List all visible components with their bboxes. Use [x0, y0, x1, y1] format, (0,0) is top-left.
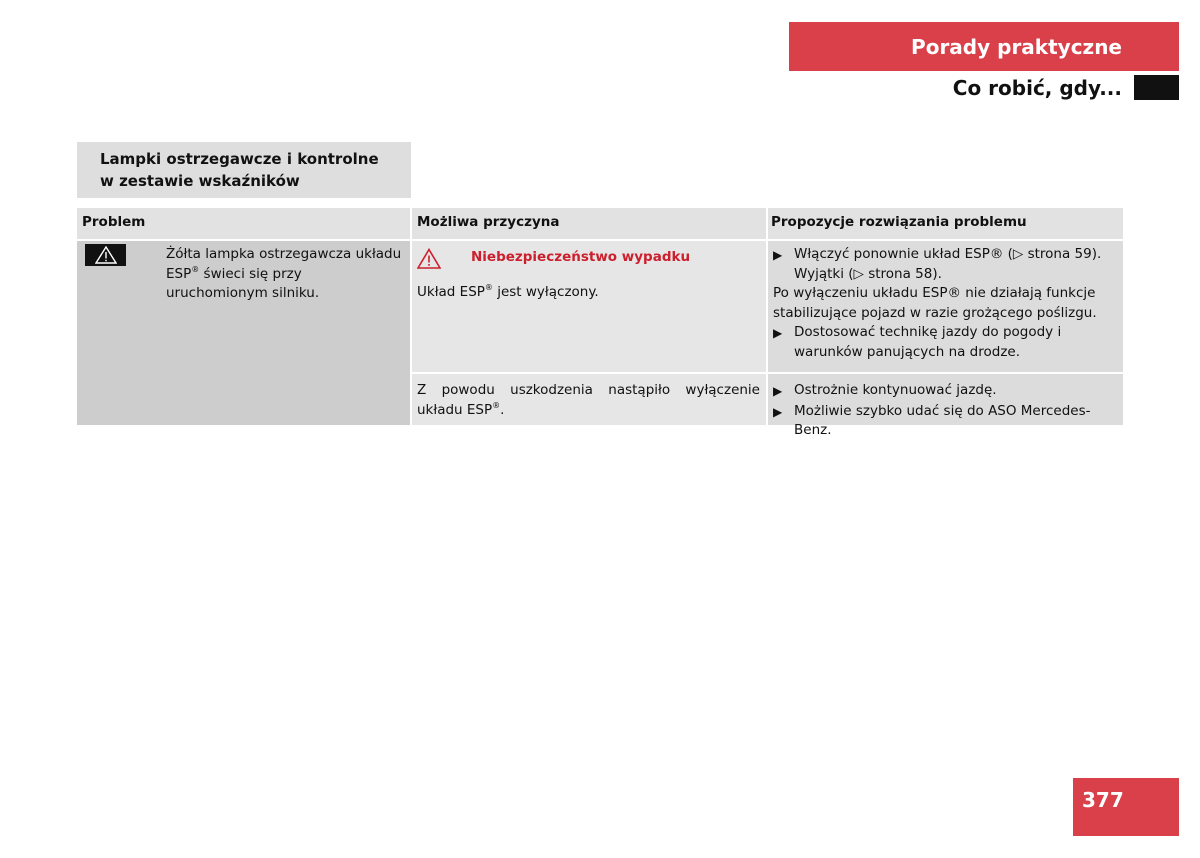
problem-text-part-2: świeci się przy uruchomionym silniku. — [166, 265, 320, 301]
cause-2-part-1: Z powodu uszkodzenia nastąpiło wyłączenie układu ESP — [417, 382, 760, 418]
bullet-arrow-icon: ▶ — [773, 248, 783, 262]
danger-triangle-icon — [417, 248, 441, 269]
registered-mark: ® — [191, 264, 200, 274]
cause-1-part-2: jest wyłączony. — [492, 284, 599, 300]
solution-item — [773, 245, 1119, 284]
solution-item — [773, 323, 1119, 362]
warning-triangle-icon — [95, 246, 117, 264]
cause-text-1 — [417, 283, 760, 303]
column-header-problem: Problem — [77, 208, 410, 239]
solution-text: Możliwie szybko udać się do ASO Mercedes-Benz. — [794, 402, 1091, 438]
warning-lamp-symbol — [85, 244, 126, 266]
solution-text: Dostosować technikę jazdy do pogody i warunków panujących na drodze. — [794, 324, 1062, 360]
solution-cell-1 — [768, 241, 1123, 372]
cause-cell-2 — [412, 374, 766, 425]
bullet-arrow-icon: ▶ — [773, 404, 783, 419]
problem-description — [166, 245, 406, 304]
solution-text: Ostrożnie kontynuować jazdę. — [794, 382, 997, 398]
problem-text-part-1: Żółta lampka ostrzegawcza układu ESP — [166, 246, 402, 282]
solution-text: Włączyć ponownie układ ESP® (▷ strona 59). Wyjątki (▷ strona 58). — [794, 246, 1102, 282]
solution-item — [773, 381, 1119, 402]
troubleshooting-table — [77, 208, 1123, 438]
danger-notice — [417, 246, 760, 270]
registered-mark: ® — [484, 283, 493, 292]
bullet-arrow-icon: ▶ — [773, 384, 783, 398]
solution-item — [773, 402, 1119, 441]
page-number: 377 — [1073, 778, 1179, 836]
section-title: Porady praktyczne — [911, 34, 1122, 59]
section-banner — [789, 22, 1179, 71]
solution-note: Po wyłączeniu układu ESP® nie działają funkcje stabilizujące pojazd w razie grożącego poślizgu. — [773, 285, 1097, 321]
box-title-line-1: Lampki ostrzegawcze i kontrolne — [100, 150, 379, 168]
box-title — [77, 142, 411, 198]
column-header-cause: Możliwa przyczyna — [412, 208, 766, 239]
cause-cell-1 — [412, 241, 766, 372]
thumb-tab-marker — [1134, 75, 1179, 100]
bullet-arrow-icon: ▶ — [773, 326, 783, 340]
box-title-line-2: w zestawie wskaźników — [100, 172, 300, 190]
subsection-title: Co robić, gdy... — [952, 76, 1122, 100]
column-header-solution: Propozycje rozwiązania problemu — [768, 208, 1123, 239]
cause-2-part-2: . — [500, 401, 505, 418]
cause-1-part-1: Układ ESP — [417, 284, 485, 300]
problem-cell — [77, 241, 410, 425]
solution-cell-2 — [768, 374, 1123, 438]
danger-label: Niebezpieczeństwo wypadku — [471, 249, 691, 266]
registered-mark: ® — [492, 400, 501, 410]
